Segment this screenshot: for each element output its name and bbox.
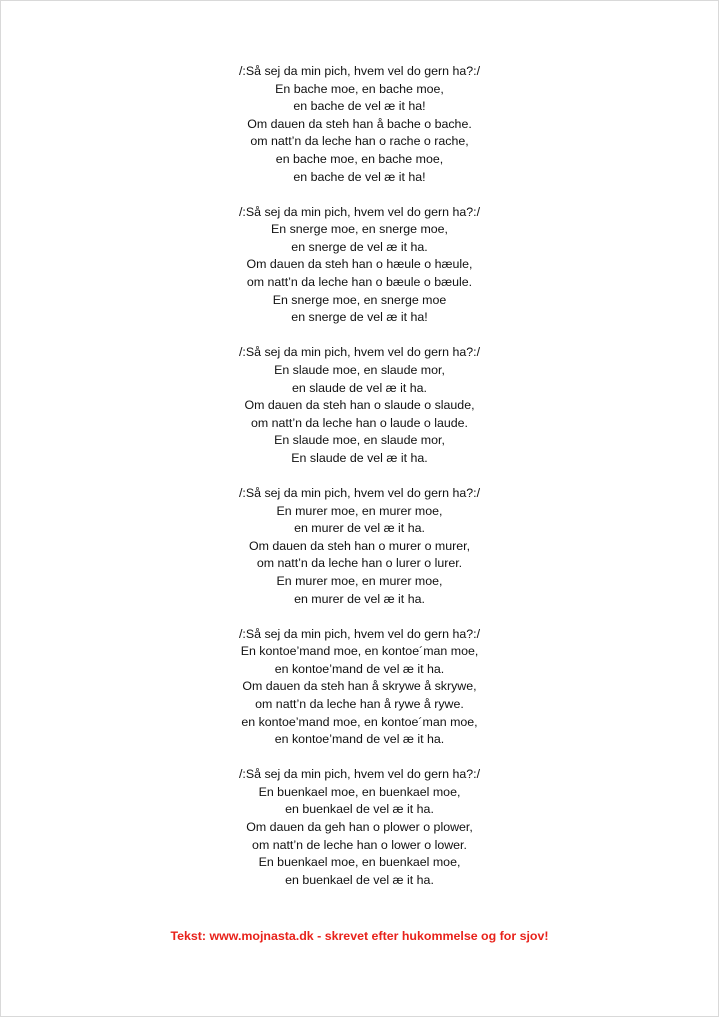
verse-1	[1, 63, 718, 186]
verse-line: Om dauen da steh han o hæule o hæule,	[246, 257, 473, 272]
verse-line: en murer de vel æ it ha.	[294, 521, 425, 536]
verse-line: /:Så sej da min pich, hvem vel do gern ha?:/	[238, 204, 481, 219]
verse-line: En snerge moe, en snerge moe,	[270, 222, 448, 237]
verse-line: En buenkael moe, en buenkael moe,	[258, 855, 461, 870]
verse-2	[1, 204, 718, 327]
verse-line: Om dauen da steh han o murer o murer,	[248, 538, 471, 553]
verse-line: en slaude de vel æ it ha.	[291, 380, 427, 395]
verse-line: om natt’n da leche han o laude o laude.	[251, 415, 468, 430]
verse-line: En buenkael moe, en buenkael moe,	[258, 784, 461, 799]
song-lyrics	[1, 63, 718, 907]
verse-line: En murer moe, en murer moe,	[276, 503, 443, 518]
verse-line: En slaude de vel æ it ha.	[291, 450, 428, 465]
verse-line: en kontoe’mand moe, en kontoe´man moe,	[241, 714, 478, 729]
verse-line: en kontoe’mand de vel æ it ha.	[274, 661, 445, 676]
verse-line: en bache de vel æ it ha!	[293, 99, 426, 114]
verse-line: En bache moe, en bache moe,	[275, 81, 444, 96]
verse-line: en kontoe’mand de vel æ it ha.	[274, 732, 445, 747]
verse-line: En kontoe’mand moe, en kontoe´man moe,	[240, 644, 479, 659]
verse-line: /:Så sej da min pich, hvem vel do gern ha?:/	[238, 64, 481, 78]
verse-6	[1, 766, 718, 889]
source-credit: Tekst: www.mojnasta.dk - skrevet efter hukommelse og for sjov!	[170, 929, 549, 943]
verse-line: En snerge moe, en snerge moe	[272, 292, 447, 307]
verse-line: /:Så sej da min pich, hvem vel do gern ha?:/	[238, 767, 481, 782]
verse-line: Om dauen da steh han å bache o bache.	[247, 116, 472, 131]
verse-line: En slaude moe, en slaude mor,	[274, 433, 445, 448]
verse-4	[1, 485, 718, 608]
verse-line: om natt’n da leche han å rywe å rywe.	[255, 697, 464, 711]
verse-line: en buenkael de vel æ it ha.	[285, 872, 434, 887]
verse-line: /:Så sej da min pich, hvem vel do gern ha?:/	[238, 345, 481, 360]
verse-line: en snerge de vel æ it ha.	[291, 239, 428, 254]
verse-line: en buenkael de vel æ it ha.	[285, 802, 434, 817]
verse-line: en bache moe, en bache moe,	[275, 151, 444, 166]
verse-line: om natt’n da leche han o lurer o lurer.	[256, 556, 463, 571]
verse-line: /:Så sej da min pich, hvem vel do gern ha?:/	[238, 485, 481, 500]
verse-3	[1, 344, 718, 467]
verse-line: En slaude moe, en slaude mor,	[274, 362, 445, 377]
verse-line: en bache de vel æ it ha!	[293, 169, 426, 184]
verse-line: en snerge de vel æ it ha!	[291, 310, 428, 325]
verse-line: en murer de vel æ it ha.	[294, 591, 425, 606]
verse-5	[1, 626, 718, 749]
verse-line: om natt’n da leche han o rache o rache,	[250, 134, 469, 149]
verse-line: Om dauen da steh han å skrywe å skrywe,	[242, 679, 477, 694]
verse-line: Om dauen da steh han o slaude o slaude,	[244, 398, 475, 413]
verse-line: Om dauen da geh han o plower o plower,	[246, 820, 473, 835]
verse-line: om natt’n de leche han o lower o lower.	[252, 837, 467, 852]
verse-line: En murer moe, en murer moe,	[276, 573, 443, 588]
verse-line: /:Så sej da min pich, hvem vel do gern ha?:/	[238, 626, 481, 641]
verse-line: om natt’n da leche han o bæule o bæule.	[246, 275, 473, 290]
